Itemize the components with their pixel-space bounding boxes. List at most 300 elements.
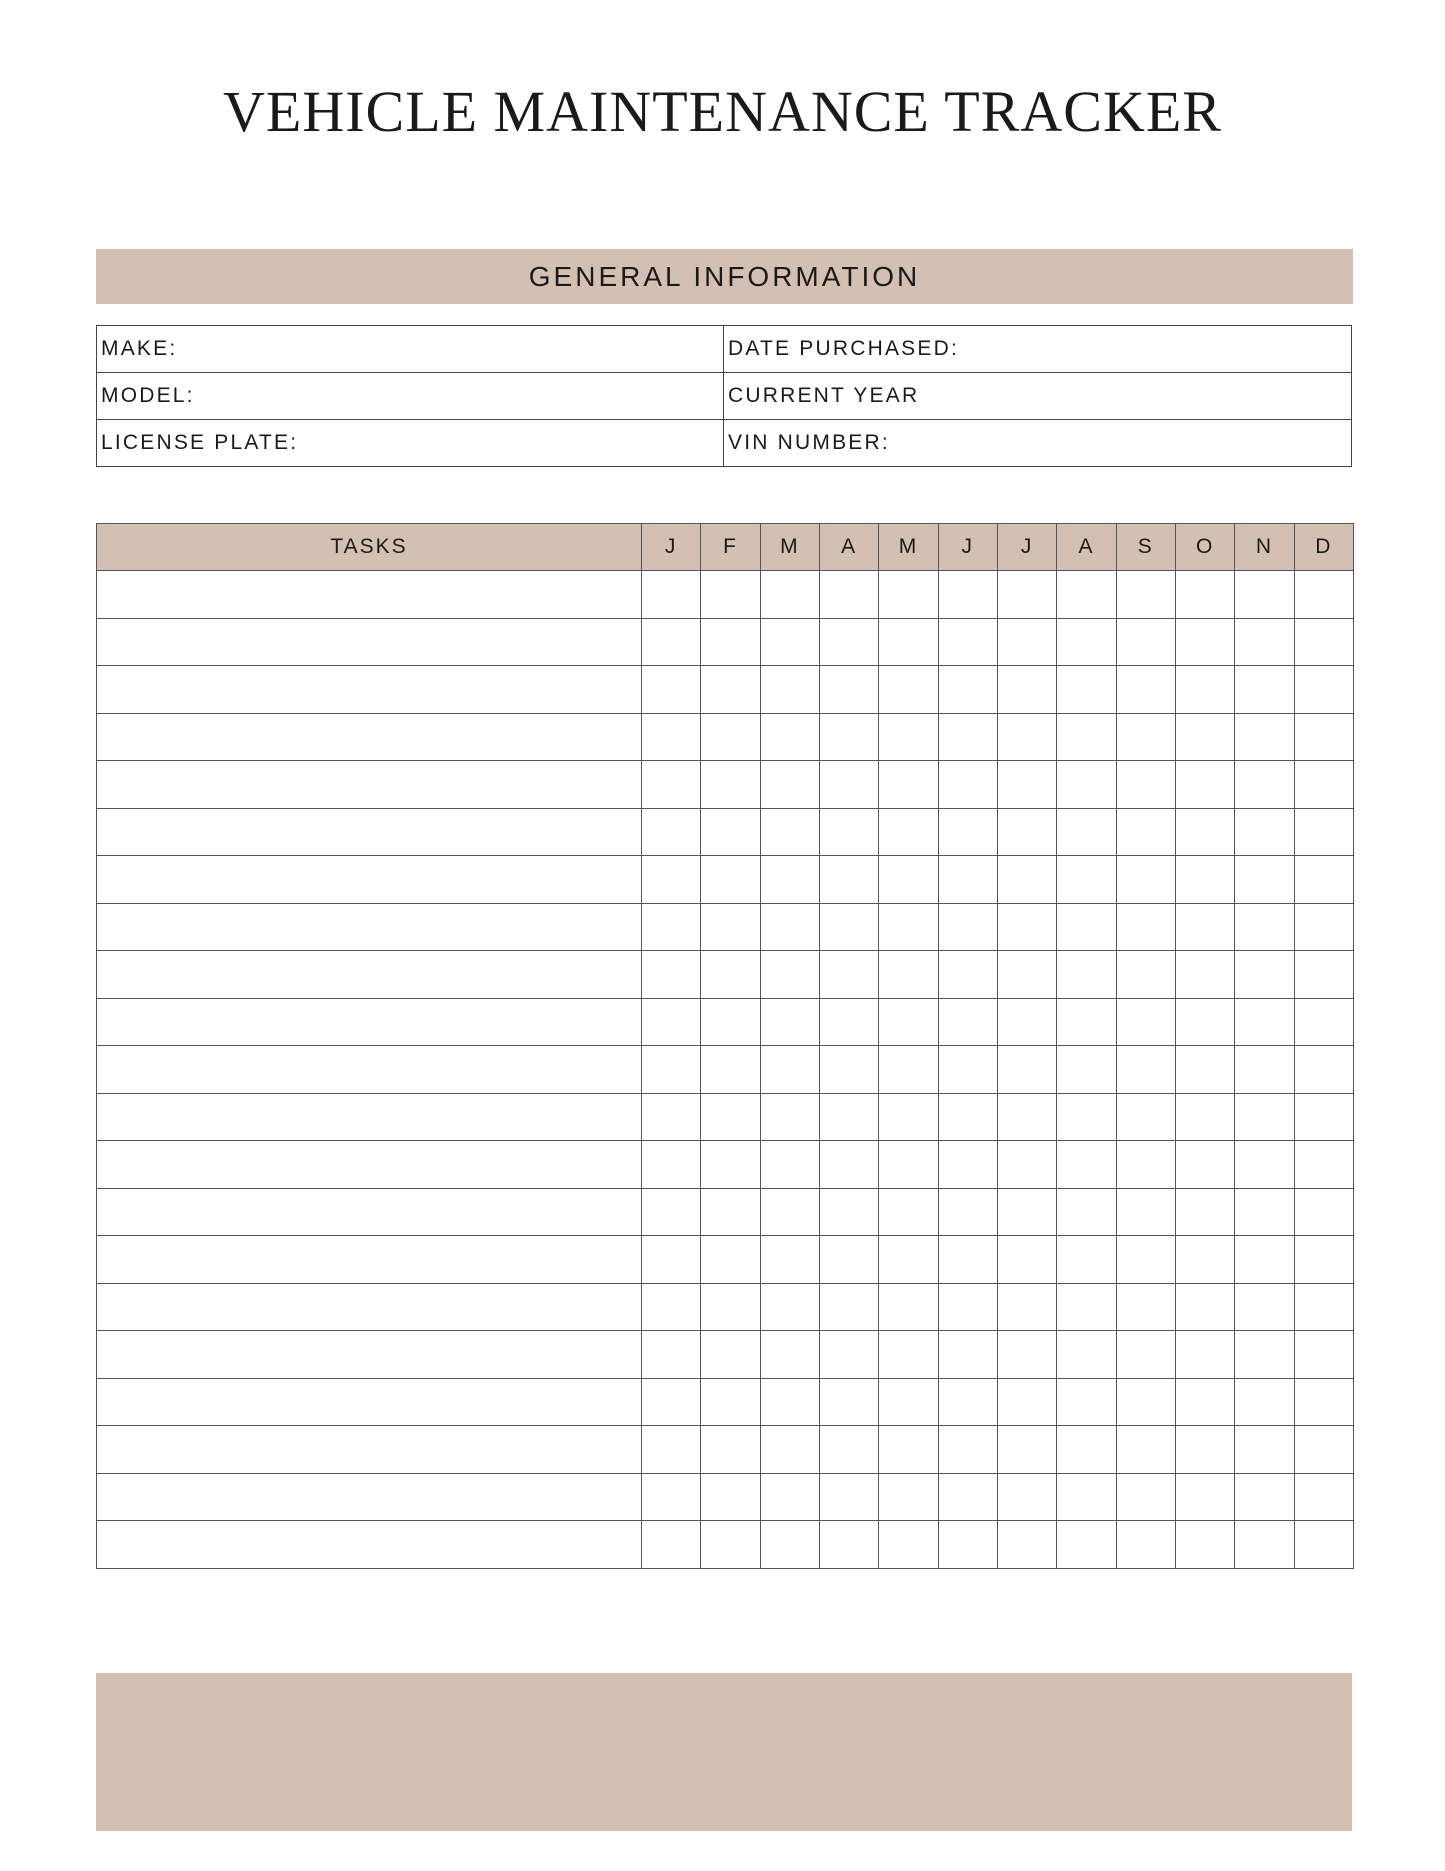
month-checkbox-cell[interactable] — [1294, 1046, 1353, 1094]
month-checkbox-cell[interactable] — [1175, 951, 1234, 999]
month-checkbox-cell[interactable] — [760, 1473, 819, 1521]
month-checkbox-cell[interactable] — [1116, 903, 1175, 951]
month-checkbox-cell[interactable] — [760, 1521, 819, 1569]
month-checkbox-cell[interactable] — [819, 1283, 878, 1331]
general-information-heading: GENERAL INFORMATION — [96, 249, 1353, 304]
task-row — [97, 1093, 1354, 1141]
month-column-header: N — [1235, 524, 1294, 571]
month-checkbox-cell[interactable] — [701, 761, 760, 809]
month-checkbox-cell[interactable] — [1116, 713, 1175, 761]
month-checkbox-cell[interactable] — [1235, 618, 1294, 666]
month-checkbox-cell[interactable] — [938, 951, 997, 999]
month-checkbox-cell[interactable] — [819, 1236, 878, 1284]
month-checkbox-cell[interactable] — [997, 1378, 1056, 1426]
month-checkbox-cell[interactable] — [1057, 1093, 1116, 1141]
month-checkbox-cell[interactable] — [1294, 713, 1353, 761]
month-checkbox-cell[interactable] — [1294, 1473, 1353, 1521]
month-checkbox-cell[interactable] — [1294, 1188, 1353, 1236]
month-checkbox-cell[interactable] — [879, 856, 938, 904]
month-checkbox-cell[interactable] — [1294, 666, 1353, 714]
month-checkbox-cell[interactable] — [879, 713, 938, 761]
month-checkbox-cell[interactable] — [760, 903, 819, 951]
month-checkbox-cell[interactable] — [879, 808, 938, 856]
month-checkbox-cell[interactable] — [642, 713, 701, 761]
month-checkbox-cell[interactable] — [997, 1473, 1056, 1521]
month-checkbox-cell[interactable] — [1175, 571, 1234, 619]
model-field[interactable]: MODEL: — [97, 373, 724, 420]
month-checkbox-cell[interactable] — [938, 808, 997, 856]
month-checkbox-cell[interactable] — [701, 1378, 760, 1426]
month-checkbox-cell[interactable] — [819, 618, 878, 666]
month-checkbox-cell[interactable] — [1175, 1331, 1234, 1379]
task-row — [97, 761, 1354, 809]
month-checkbox-cell[interactable] — [1294, 1283, 1353, 1331]
month-checkbox-cell[interactable] — [701, 1188, 760, 1236]
month-checkbox-cell[interactable] — [819, 1378, 878, 1426]
month-checkbox-cell[interactable] — [879, 1188, 938, 1236]
month-checkbox-cell[interactable] — [642, 1426, 701, 1474]
month-checkbox-cell[interactable] — [701, 903, 760, 951]
month-checkbox-cell[interactable] — [1116, 808, 1175, 856]
task-cell[interactable] — [97, 666, 642, 714]
license-plate-field[interactable]: LICENSE PLATE: — [97, 420, 724, 467]
month-checkbox-cell[interactable] — [997, 903, 1056, 951]
month-checkbox-cell[interactable] — [642, 571, 701, 619]
month-checkbox-cell[interactable] — [1235, 808, 1294, 856]
month-checkbox-cell[interactable] — [997, 1283, 1056, 1331]
month-checkbox-cell[interactable] — [1116, 571, 1175, 619]
month-checkbox-cell[interactable] — [1175, 1473, 1234, 1521]
month-checkbox-cell[interactable] — [1294, 618, 1353, 666]
tasks-table — [96, 523, 1354, 1569]
month-checkbox-cell[interactable] — [879, 666, 938, 714]
month-checkbox-cell[interactable] — [938, 1378, 997, 1426]
month-checkbox-cell[interactable] — [1116, 1378, 1175, 1426]
month-checkbox-cell[interactable] — [819, 903, 878, 951]
task-row — [97, 1046, 1354, 1094]
month-checkbox-cell[interactable] — [642, 856, 701, 904]
task-cell[interactable] — [97, 713, 642, 761]
month-checkbox-cell[interactable] — [997, 1331, 1056, 1379]
month-checkbox-cell[interactable] — [879, 1426, 938, 1474]
month-column-header: D — [1294, 524, 1353, 571]
month-checkbox-cell[interactable] — [701, 1473, 760, 1521]
month-checkbox-cell[interactable] — [1235, 951, 1294, 999]
month-checkbox-cell[interactable] — [819, 666, 878, 714]
month-checkbox-cell[interactable] — [760, 618, 819, 666]
month-checkbox-cell[interactable] — [701, 571, 760, 619]
month-column-header: M — [760, 524, 819, 571]
task-row — [97, 998, 1354, 1046]
month-checkbox-cell[interactable] — [1294, 761, 1353, 809]
month-checkbox-cell[interactable] — [701, 856, 760, 904]
task-cell[interactable] — [97, 1378, 642, 1426]
task-row — [97, 1473, 1354, 1521]
month-checkbox-cell[interactable] — [1294, 903, 1353, 951]
month-checkbox-cell[interactable] — [1235, 1283, 1294, 1331]
month-checkbox-cell[interactable] — [1175, 856, 1234, 904]
month-checkbox-cell[interactable] — [701, 1141, 760, 1189]
month-checkbox-cell[interactable] — [997, 998, 1056, 1046]
month-checkbox-cell[interactable] — [1235, 571, 1294, 619]
month-checkbox-cell[interactable] — [1057, 1141, 1116, 1189]
month-checkbox-cell[interactable] — [997, 856, 1056, 904]
month-checkbox-cell[interactable] — [997, 1426, 1056, 1474]
month-checkbox-cell[interactable] — [879, 1093, 938, 1141]
task-cell[interactable] — [97, 856, 642, 904]
month-checkbox-cell[interactable] — [1116, 856, 1175, 904]
month-checkbox-cell[interactable] — [1116, 1236, 1175, 1284]
month-checkbox-cell[interactable] — [1235, 998, 1294, 1046]
month-checkbox-cell[interactable] — [938, 1473, 997, 1521]
month-checkbox-cell[interactable] — [938, 998, 997, 1046]
month-checkbox-cell[interactable] — [938, 666, 997, 714]
month-checkbox-cell[interactable] — [760, 856, 819, 904]
month-checkbox-cell[interactable] — [642, 1521, 701, 1569]
month-checkbox-cell[interactable] — [879, 1521, 938, 1569]
month-checkbox-cell[interactable] — [1057, 856, 1116, 904]
month-checkbox-cell[interactable] — [879, 571, 938, 619]
month-checkbox-cell[interactable] — [1294, 998, 1353, 1046]
month-checkbox-cell[interactable] — [819, 1046, 878, 1094]
month-checkbox-cell[interactable] — [879, 1378, 938, 1426]
month-checkbox-cell[interactable] — [997, 618, 1056, 666]
month-checkbox-cell[interactable] — [1175, 713, 1234, 761]
month-checkbox-cell[interactable] — [760, 1188, 819, 1236]
month-checkbox-cell[interactable] — [997, 571, 1056, 619]
month-checkbox-cell[interactable] — [760, 1331, 819, 1379]
month-checkbox-cell[interactable] — [1235, 1521, 1294, 1569]
task-cell[interactable] — [97, 951, 642, 999]
month-checkbox-cell[interactable] — [642, 1046, 701, 1094]
month-checkbox-cell[interactable] — [760, 951, 819, 999]
month-checkbox-cell[interactable] — [1116, 618, 1175, 666]
month-checkbox-cell[interactable] — [938, 903, 997, 951]
month-checkbox-cell[interactable] — [760, 1236, 819, 1284]
vin-number-field[interactable]: VIN NUMBER: — [724, 420, 1352, 467]
month-checkbox-cell[interactable] — [642, 1188, 701, 1236]
month-checkbox-cell[interactable] — [1175, 808, 1234, 856]
month-checkbox-cell[interactable] — [1175, 1283, 1234, 1331]
month-checkbox-cell[interactable] — [760, 998, 819, 1046]
month-checkbox-cell[interactable] — [1057, 1188, 1116, 1236]
month-checkbox-cell[interactable] — [642, 951, 701, 999]
month-checkbox-cell[interactable] — [1057, 1378, 1116, 1426]
month-checkbox-cell[interactable] — [938, 618, 997, 666]
month-checkbox-cell[interactable] — [760, 1046, 819, 1094]
month-checkbox-cell[interactable] — [642, 761, 701, 809]
month-checkbox-cell[interactable] — [642, 808, 701, 856]
month-checkbox-cell[interactable] — [1057, 1331, 1116, 1379]
task-cell[interactable] — [97, 1521, 642, 1569]
month-checkbox-cell[interactable] — [938, 1188, 997, 1236]
month-checkbox-cell[interactable] — [997, 666, 1056, 714]
month-checkbox-cell[interactable] — [997, 1141, 1056, 1189]
month-checkbox-cell[interactable] — [701, 666, 760, 714]
month-checkbox-cell[interactable] — [938, 571, 997, 619]
month-checkbox-cell[interactable] — [760, 1378, 819, 1426]
month-checkbox-cell[interactable] — [1235, 1093, 1294, 1141]
month-checkbox-cell[interactable] — [938, 1283, 997, 1331]
month-checkbox-cell[interactable] — [1116, 666, 1175, 714]
month-checkbox-cell[interactable] — [819, 1521, 878, 1569]
month-checkbox-cell[interactable] — [819, 1141, 878, 1189]
month-checkbox-cell[interactable] — [1116, 1283, 1175, 1331]
task-cell[interactable] — [97, 571, 642, 619]
month-checkbox-cell[interactable] — [879, 761, 938, 809]
month-checkbox-cell[interactable] — [1057, 761, 1116, 809]
task-cell[interactable] — [97, 1046, 642, 1094]
month-checkbox-cell[interactable] — [879, 618, 938, 666]
month-checkbox-cell[interactable] — [997, 1521, 1056, 1569]
month-checkbox-cell[interactable] — [1116, 998, 1175, 1046]
month-checkbox-cell[interactable] — [938, 1426, 997, 1474]
month-checkbox-cell[interactable] — [1235, 666, 1294, 714]
month-checkbox-cell[interactable] — [1235, 903, 1294, 951]
month-checkbox-cell[interactable] — [760, 666, 819, 714]
month-checkbox-cell[interactable] — [1057, 1426, 1116, 1474]
task-row — [97, 1283, 1354, 1331]
date-purchased-field[interactable]: DATE PURCHASED: — [724, 326, 1352, 373]
month-checkbox-cell[interactable] — [642, 1331, 701, 1379]
month-checkbox-cell[interactable] — [760, 1426, 819, 1474]
task-cell[interactable] — [97, 1141, 642, 1189]
month-checkbox-cell[interactable] — [1294, 951, 1353, 999]
month-checkbox-cell[interactable] — [642, 1141, 701, 1189]
month-checkbox-cell[interactable] — [879, 951, 938, 999]
month-checkbox-cell[interactable] — [1235, 1378, 1294, 1426]
month-checkbox-cell[interactable] — [1057, 571, 1116, 619]
month-checkbox-cell[interactable] — [642, 1093, 701, 1141]
month-checkbox-cell[interactable] — [1057, 1236, 1116, 1284]
month-checkbox-cell[interactable] — [879, 1331, 938, 1379]
month-checkbox-cell[interactable] — [938, 713, 997, 761]
month-checkbox-cell[interactable] — [819, 1331, 878, 1379]
month-checkbox-cell[interactable] — [1116, 1188, 1175, 1236]
month-checkbox-cell[interactable] — [938, 1046, 997, 1094]
month-column-header: F — [701, 524, 760, 571]
month-checkbox-cell[interactable] — [760, 1141, 819, 1189]
month-checkbox-cell[interactable] — [1175, 1426, 1234, 1474]
month-checkbox-cell[interactable] — [997, 761, 1056, 809]
month-checkbox-cell[interactable] — [1235, 1236, 1294, 1284]
month-checkbox-cell[interactable] — [701, 618, 760, 666]
month-checkbox-cell[interactable] — [1175, 666, 1234, 714]
task-cell[interactable] — [97, 1426, 642, 1474]
month-checkbox-cell[interactable] — [1235, 1426, 1294, 1474]
month-checkbox-cell[interactable] — [1057, 1521, 1116, 1569]
month-checkbox-cell[interactable] — [1057, 713, 1116, 761]
month-checkbox-cell[interactable] — [879, 1283, 938, 1331]
task-row — [97, 618, 1354, 666]
month-checkbox-cell[interactable] — [938, 1331, 997, 1379]
month-checkbox-cell[interactable] — [1175, 998, 1234, 1046]
month-checkbox-cell[interactable] — [819, 998, 878, 1046]
month-checkbox-cell[interactable] — [1294, 1093, 1353, 1141]
month-checkbox-cell[interactable] — [701, 951, 760, 999]
month-checkbox-cell[interactable] — [760, 1283, 819, 1331]
task-cell[interactable] — [97, 808, 642, 856]
month-checkbox-cell[interactable] — [1175, 1188, 1234, 1236]
month-checkbox-cell[interactable] — [1294, 1331, 1353, 1379]
task-row — [97, 903, 1354, 951]
task-cell[interactable] — [97, 1093, 642, 1141]
month-checkbox-cell[interactable] — [1294, 1236, 1353, 1284]
month-checkbox-cell[interactable] — [1235, 1188, 1294, 1236]
month-checkbox-cell[interactable] — [997, 951, 1056, 999]
month-checkbox-cell[interactable] — [819, 713, 878, 761]
tasks-header-row — [97, 524, 1354, 571]
task-cell[interactable] — [97, 1188, 642, 1236]
task-row — [97, 1426, 1354, 1474]
month-checkbox-cell[interactable] — [760, 808, 819, 856]
month-checkbox-cell[interactable] — [1175, 1141, 1234, 1189]
month-checkbox-cell[interactable] — [642, 1283, 701, 1331]
month-checkbox-cell[interactable] — [1235, 1331, 1294, 1379]
month-checkbox-cell[interactable] — [1294, 1521, 1353, 1569]
month-checkbox-cell[interactable] — [1116, 1426, 1175, 1474]
current-year-field[interactable]: CURRENT YEAR — [724, 373, 1352, 420]
month-checkbox-cell[interactable] — [1057, 998, 1116, 1046]
month-checkbox-cell[interactable] — [1175, 1093, 1234, 1141]
month-checkbox-cell[interactable] — [642, 1236, 701, 1284]
month-checkbox-cell[interactable] — [1175, 761, 1234, 809]
month-checkbox-cell[interactable] — [819, 1426, 878, 1474]
task-cell[interactable] — [97, 1283, 642, 1331]
month-checkbox-cell[interactable] — [1235, 713, 1294, 761]
month-checkbox-cell[interactable] — [879, 1236, 938, 1284]
task-cell[interactable] — [97, 903, 642, 951]
month-checkbox-cell[interactable] — [938, 856, 997, 904]
month-checkbox-cell[interactable] — [1235, 1141, 1294, 1189]
month-checkbox-cell[interactable] — [938, 1141, 997, 1189]
month-checkbox-cell[interactable] — [701, 713, 760, 761]
month-checkbox-cell[interactable] — [879, 903, 938, 951]
month-checkbox-cell[interactable] — [819, 1093, 878, 1141]
month-checkbox-cell[interactable] — [760, 713, 819, 761]
task-cell[interactable] — [97, 1236, 642, 1284]
month-checkbox-cell[interactable] — [1057, 1283, 1116, 1331]
month-checkbox-cell[interactable] — [1116, 951, 1175, 999]
month-checkbox-cell[interactable] — [997, 713, 1056, 761]
month-checkbox-cell[interactable] — [642, 1378, 701, 1426]
month-checkbox-cell[interactable] — [1294, 1141, 1353, 1189]
month-checkbox-cell[interactable] — [701, 808, 760, 856]
month-checkbox-cell[interactable] — [819, 571, 878, 619]
month-checkbox-cell[interactable] — [642, 666, 701, 714]
month-checkbox-cell[interactable] — [879, 1046, 938, 1094]
task-cell[interactable] — [97, 618, 642, 666]
month-checkbox-cell[interactable] — [701, 1283, 760, 1331]
task-row — [97, 1331, 1354, 1379]
month-checkbox-cell[interactable] — [1294, 856, 1353, 904]
month-checkbox-cell[interactable] — [1175, 1521, 1234, 1569]
month-checkbox-cell[interactable] — [760, 761, 819, 809]
month-checkbox-cell[interactable] — [1235, 1046, 1294, 1094]
make-field[interactable]: MAKE: — [97, 326, 724, 373]
month-checkbox-cell[interactable] — [1294, 808, 1353, 856]
month-checkbox-cell[interactable] — [1057, 1473, 1116, 1521]
month-checkbox-cell[interactable] — [1235, 761, 1294, 809]
task-cell[interactable] — [97, 761, 642, 809]
month-checkbox-cell[interactable] — [760, 571, 819, 619]
month-checkbox-cell[interactable] — [819, 856, 878, 904]
month-checkbox-cell[interactable] — [760, 1093, 819, 1141]
month-checkbox-cell[interactable] — [701, 1331, 760, 1379]
month-checkbox-cell[interactable] — [642, 1473, 701, 1521]
month-column-header: J — [642, 524, 701, 571]
task-cell[interactable] — [97, 1473, 642, 1521]
month-checkbox-cell[interactable] — [1116, 1473, 1175, 1521]
month-checkbox-cell[interactable] — [1057, 666, 1116, 714]
month-checkbox-cell[interactable] — [1175, 1046, 1234, 1094]
month-checkbox-cell[interactable] — [701, 1046, 760, 1094]
month-checkbox-cell[interactable] — [938, 761, 997, 809]
month-column-header: J — [997, 524, 1056, 571]
task-row — [97, 713, 1354, 761]
month-checkbox-cell[interactable] — [879, 1141, 938, 1189]
month-checkbox-cell[interactable] — [701, 998, 760, 1046]
month-checkbox-cell[interactable] — [1175, 1378, 1234, 1426]
task-cell[interactable] — [97, 998, 642, 1046]
month-checkbox-cell[interactable] — [1116, 1046, 1175, 1094]
month-checkbox-cell[interactable] — [1116, 1331, 1175, 1379]
month-checkbox-cell[interactable] — [997, 1093, 1056, 1141]
month-checkbox-cell[interactable] — [1116, 761, 1175, 809]
month-checkbox-cell[interactable] — [1235, 856, 1294, 904]
month-checkbox-cell[interactable] — [997, 1236, 1056, 1284]
month-checkbox-cell[interactable] — [701, 1236, 760, 1284]
month-checkbox-cell[interactable] — [1294, 1426, 1353, 1474]
month-checkbox-cell[interactable] — [1294, 1378, 1353, 1426]
month-checkbox-cell[interactable] — [1116, 1521, 1175, 1569]
month-checkbox-cell[interactable] — [642, 903, 701, 951]
month-checkbox-cell[interactable] — [819, 1188, 878, 1236]
month-checkbox-cell[interactable] — [938, 1093, 997, 1141]
month-checkbox-cell[interactable] — [819, 761, 878, 809]
month-checkbox-cell[interactable] — [997, 1188, 1056, 1236]
month-checkbox-cell[interactable] — [642, 618, 701, 666]
task-cell[interactable] — [97, 1331, 642, 1379]
month-checkbox-cell[interactable] — [819, 951, 878, 999]
task-row — [97, 666, 1354, 714]
month-checkbox-cell[interactable] — [1116, 1141, 1175, 1189]
month-checkbox-cell[interactable] — [938, 1236, 997, 1284]
month-checkbox-cell[interactable] — [701, 1093, 760, 1141]
month-checkbox-cell[interactable] — [1057, 618, 1116, 666]
month-checkbox-cell[interactable] — [938, 1521, 997, 1569]
month-checkbox-cell[interactable] — [1057, 808, 1116, 856]
month-checkbox-cell[interactable] — [701, 1426, 760, 1474]
month-checkbox-cell[interactable] — [1057, 903, 1116, 951]
month-checkbox-cell[interactable] — [997, 1046, 1056, 1094]
month-checkbox-cell[interactable] — [997, 808, 1056, 856]
month-checkbox-cell[interactable] — [1057, 951, 1116, 999]
month-checkbox-cell[interactable] — [642, 998, 701, 1046]
month-checkbox-cell[interactable] — [879, 1473, 938, 1521]
month-checkbox-cell[interactable] — [819, 808, 878, 856]
month-checkbox-cell[interactable] — [1235, 1473, 1294, 1521]
month-checkbox-cell[interactable] — [1175, 1236, 1234, 1284]
month-checkbox-cell[interactable] — [879, 998, 938, 1046]
month-checkbox-cell[interactable] — [819, 1473, 878, 1521]
month-checkbox-cell[interactable] — [1057, 1046, 1116, 1094]
month-checkbox-cell[interactable] — [1294, 571, 1353, 619]
month-checkbox-cell[interactable] — [1116, 1093, 1175, 1141]
month-checkbox-cell[interactable] — [1175, 618, 1234, 666]
month-checkbox-cell[interactable] — [1175, 903, 1234, 951]
month-checkbox-cell[interactable] — [701, 1521, 760, 1569]
